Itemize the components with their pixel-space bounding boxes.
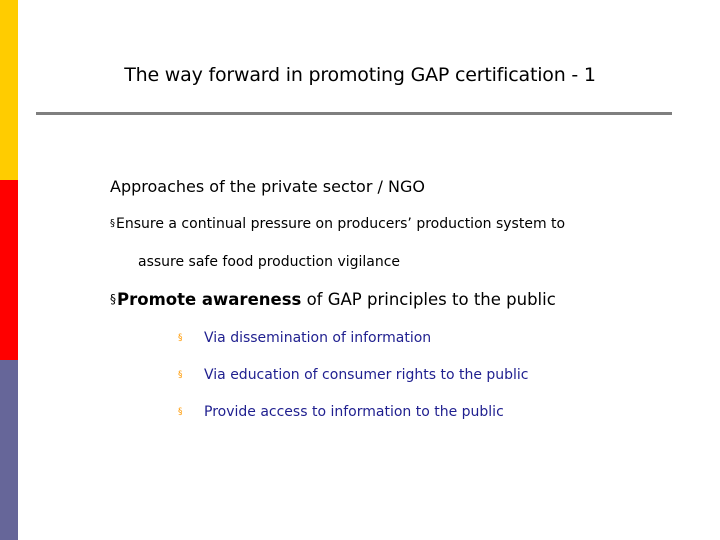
bullet-1-line-1: [110, 216, 565, 232]
accent-stripe-purple: [0, 360, 18, 540]
sub-item: [178, 404, 504, 420]
bullet-2: [110, 290, 556, 309]
accent-stripe-red: [0, 180, 18, 360]
bullet-1-line-2: assure safe food production vigilance: [138, 254, 401, 270]
sub-bullet-marker: §: [178, 370, 183, 380]
sub-bullet-marker: §: [178, 333, 183, 343]
accent-stripe-yellow: [0, 0, 18, 180]
slide-title: The way forward in promoting GAP certification - 1: [124, 64, 596, 86]
bullet-2-bold-text: Promote awareness: [117, 290, 302, 309]
section-heading: Approaches of the private sector / NGO: [110, 177, 425, 196]
bullet-1-text: Ensure a continual pressure on producers’ production system to: [116, 216, 566, 232]
sub-item-text: Provide access to information to the public: [204, 404, 504, 420]
sub-item: [178, 330, 431, 346]
bullet-marker: §: [110, 218, 115, 229]
sub-bullet-marker: §: [178, 407, 183, 417]
title-divider: [36, 112, 672, 115]
sub-item: [178, 367, 529, 383]
bullet-marker: §: [110, 292, 116, 306]
sub-item-text: Via education of consumer rights to the public: [204, 367, 529, 383]
bullet-2-text: of GAP principles to the public: [301, 290, 556, 309]
sub-item-text: Via dissemination of information: [204, 330, 432, 346]
